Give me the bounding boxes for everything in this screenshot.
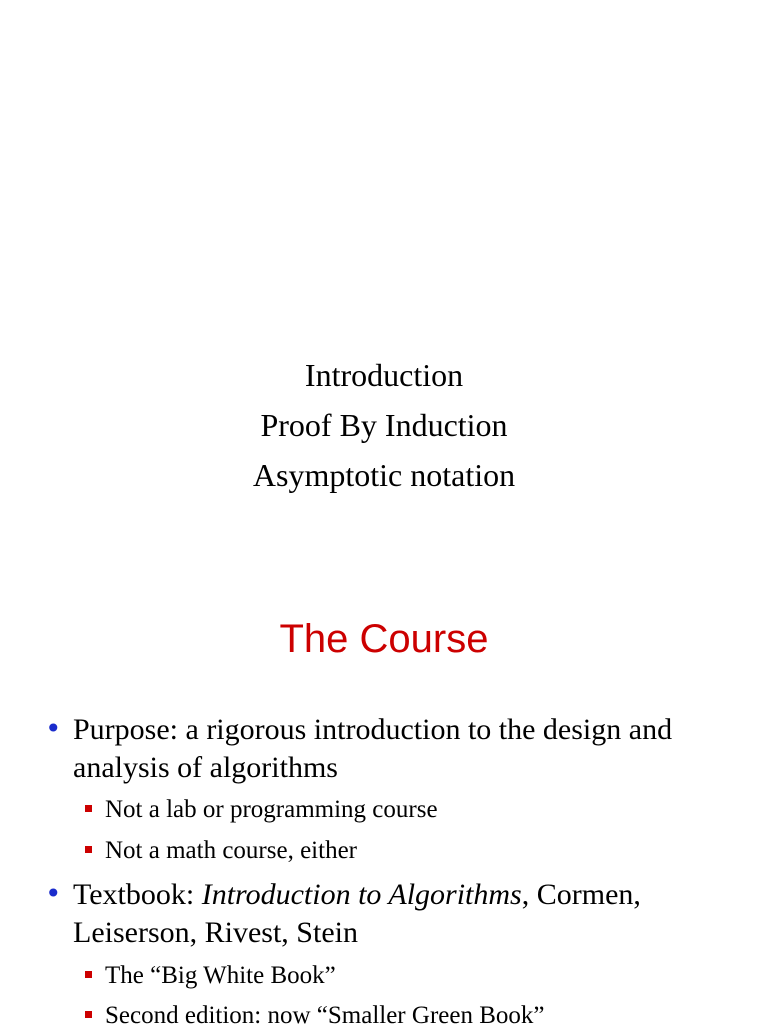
square-bullet-icon [85,971,92,978]
textbook-authors: , Cormen, Leiserson, Rivest, Stein [73,878,641,949]
bullet-dot-icon: • [45,877,62,910]
textbook-title: Introduction to Algorithms [201,878,522,911]
square-bullet-icon [85,805,92,812]
title-line-introduction: Introduction [304,357,464,393]
slide-title: The Course [279,617,489,661]
subbullet-not-math [105,836,745,866]
bullet-textbook [45,876,743,952]
bullet-dot-icon: • [45,712,62,745]
subbullet-big-white-book [105,961,745,991]
subbullet-text: The “Big White Book” [105,962,336,989]
subbullet-text: Not a lab or programming course [105,796,438,823]
bullet-text: Purpose: a rigorous introduction to the design and analysis of algorithms [73,713,673,784]
subbullet-not-lab [105,795,745,825]
bullet-purpose [45,711,743,787]
subbullet-text: Second edition: now “Smaller Green Book” [105,1002,545,1029]
slide1-title-block [0,350,768,500]
subbullet-second-edition [105,1001,745,1031]
subbullet-text: Not a math course, either [105,837,357,864]
square-bullet-icon [85,846,92,853]
title-line-asymptotic-notation: Asymptotic notation [252,457,516,493]
title-line-proof-by-induction: Proof By Induction [260,407,508,443]
square-bullet-icon [85,1011,92,1018]
textbook-prefix: Textbook: [73,878,202,911]
